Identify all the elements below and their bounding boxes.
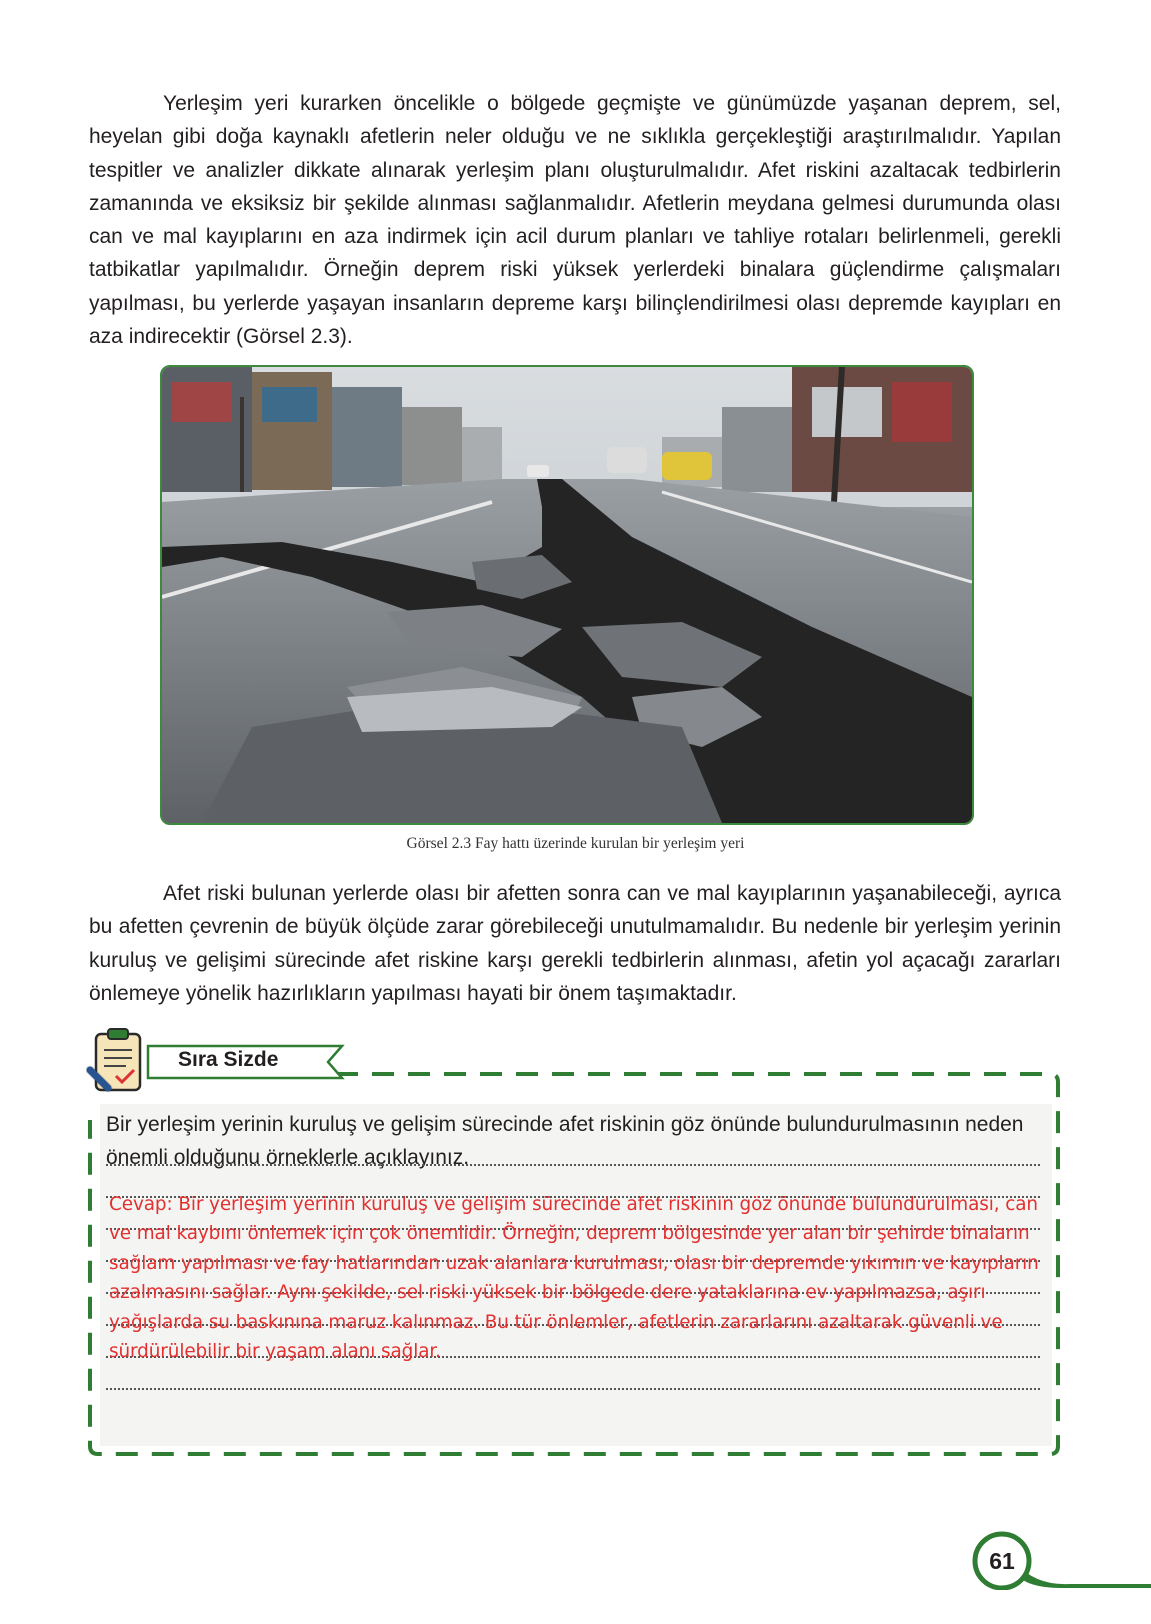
second-paragraph bbox=[89, 877, 1061, 1010]
intro-paragraph-text: Yerleşim yeri kurarken öncelikle o bölgede geçmişte ve günümüzde yaşanan deprem, sel, heyelan gibi doğa kaynaklı afetlerin neler olduğu ve ne sıklıkla gerçekleştiği araştırılmalıdır. Yapılan tespitler ve analizler dikkate alınarak yerleşim planı oluşturulmalıdır. Afet riskini azaltacak tedbirlerin zamanında ve eksiksiz bir şekilde alınması sağlanmalıdır. Afetlerin meydana gelmesi durumunda olası can ve mal kayıplarını en aza indirmek için acil durum planları ve tahliye rotaları belirlenmeli, gerekli tatbikatlar yapılmalıdır. Örneğin deprem riski yüksek yerlerdeki binalara güçlendirme çalışmaları yapılması, bu yerlerde yaşayan insanların depreme karşı bilinçlendirilmesi olası depremde kayıpları en aza indirecektir (Görsel 2.3). bbox=[89, 92, 1061, 349]
clipboard-pencil-icon bbox=[86, 1026, 152, 1094]
cracked-road-illustration bbox=[162, 367, 972, 823]
dotted-line bbox=[106, 1388, 1040, 1390]
dotted-line bbox=[106, 1164, 1040, 1166]
activity-title: Sıra Sizde bbox=[178, 1048, 279, 1071]
activity-question: Bir yerleşim yerinin kuruluş ve gelişim sürecinde afet riskinin göz önünde bulundurulmasının neden önemli olduğunu örneklerle açıklayınız. bbox=[106, 1113, 1024, 1169]
intro-paragraph bbox=[89, 87, 1061, 353]
second-paragraph-text: Afet riski bulunan yerlerde olası bir afetten sonra can ve mal kayıplarının yaşanabileceği, ayrıca bu afetten çevrenin de büyük ölçüde zarar görebileceği unutulmamalıdır. Bu nedenle bir yerleşim yerinin kuruluş ve gelişimi sürecinde afet riskine karşı gerekli tedbirlerin alınması, afetin yol açacağı zararları önlemeye yönelik hazırlıkların yapılması hayati bir önem taşımaktadır. bbox=[89, 882, 1061, 1005]
fault-line-photo bbox=[160, 365, 974, 825]
handwritten-answer[interactable]: Cevap: Bir yerleşim yerinin kuruluş ve gelişim sürecinde afet riskinin göz önünde bulundurulması, can ve mal kaybını önlemek için çok önemlidir. Örneğin, deprem bölgesinde yer alan bir şehirde binaların sağlam yapılması ve fay hatlarından uzak alanlara kurulması, olası bir depremde yıkımın ve kayıpların azalmasını sağlar. Aynı şekilde, sel riski yüksek bir bölgede dere yataklarına ev yapılmazsa, aşırı yağışlarda su baskınına maruz kalınmaz. Bu tür önlemler, afetlerin zararlarını azaltarak güvenli ve sürdürülebilir bir yaşam alanı sağlar. bbox=[109, 1194, 1039, 1363]
page-number: 61 bbox=[989, 1548, 1015, 1574]
figure-caption: Görsel 2.3 Fay hattı üzerinde kurulan bir yerleşim yeri bbox=[406, 835, 745, 852]
